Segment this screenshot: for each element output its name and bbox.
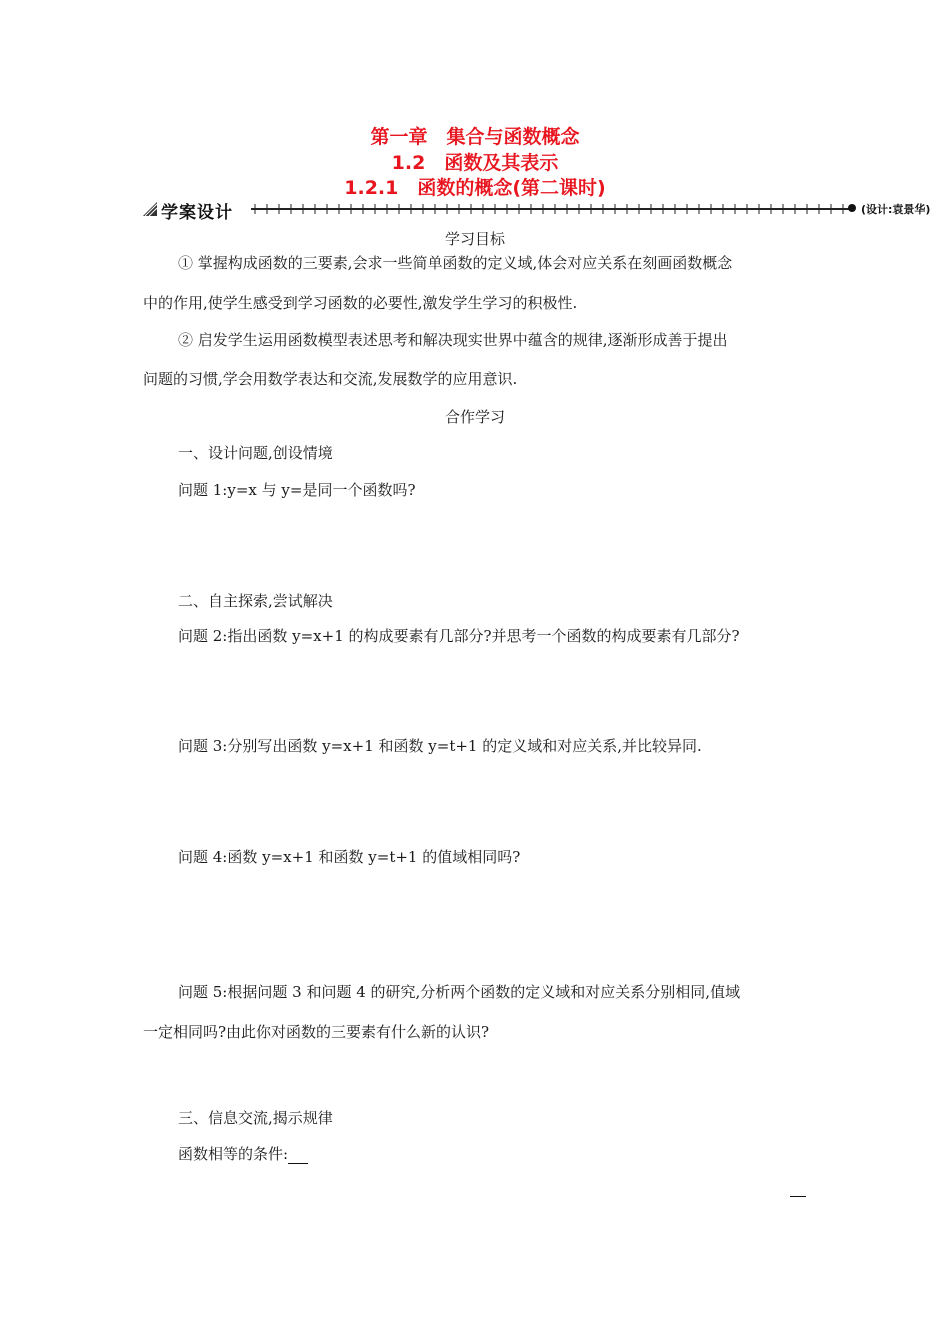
objectives-title: 学习目标 [444, 230, 505, 248]
triangle-mark-icon [143, 202, 157, 216]
banner-ticks [251, 204, 851, 214]
question-5-line-1: 问题 5:根据问题 3 和问题 4 的研究,分析两个函数的定义域和对应关系分别相同,值域 [178, 983, 741, 1001]
question-3: 问题 3:分别写出函数 y=x+1 和函数 y=t+1 的定义域和对应关系,并比较异同. [178, 737, 702, 755]
question-2: 问题 2:指出函数 y=x+1 的构成要素有几部分?并思考一个函数的构成要素有几部分? [178, 627, 740, 645]
question-1: 问题 1:y=x 与 y=是同一个函数吗? [178, 481, 416, 499]
part-1-heading: 一、设计问题,创设情境 [178, 444, 333, 462]
banner-title: 学案设计 [161, 203, 233, 223]
design-banner [143, 198, 931, 223]
cooperation-title: 合作学习 [444, 408, 505, 426]
answer-blank[interactable] [288, 1149, 308, 1164]
part-3-heading: 三、信息交流,揭示规律 [178, 1109, 333, 1127]
question-5-line-2: 一定相同吗?由此你对函数的三要素有什么新的认识? [143, 1023, 490, 1041]
banner-end-dot [848, 204, 856, 212]
equal-condition-line [178, 1144, 308, 1164]
part-2-heading: 二、自主探索,尝试解决 [178, 592, 333, 610]
subsection-title: 1.2.1 函数的概念(第二课时) [344, 177, 606, 199]
objective-2-line-2: 问题的习惯,学会用数学表达和交流,发展数学的应用意识. [143, 370, 518, 388]
section-title: 1.2 函数及其表示 [391, 152, 559, 174]
designer-credit: (设计:袁景华) [861, 203, 931, 216]
objective-1-line-2: 中的作用,使学生感受到学习函数的必要性,激发学生学习的积极性. [143, 294, 578, 312]
objective-1-line-1: ① 掌握构成函数的三要素,会求一些简单函数的定义域,体会对应关系在刻画函数概念 [178, 254, 733, 272]
equal-condition-label: 函数相等的条件: [178, 1145, 289, 1163]
chapter-title: 第一章 集合与函数概念 [370, 126, 580, 148]
answer-blank-continuation[interactable] [790, 1196, 806, 1197]
question-4: 问题 4:函数 y=x+1 和函数 y=t+1 的值域相同吗? [178, 848, 521, 866]
objective-2-line-1: ② 启发学生运用函数模型表述思考和解决现实世界中蕴含的规律,逐渐形成善于提出 [178, 331, 728, 349]
